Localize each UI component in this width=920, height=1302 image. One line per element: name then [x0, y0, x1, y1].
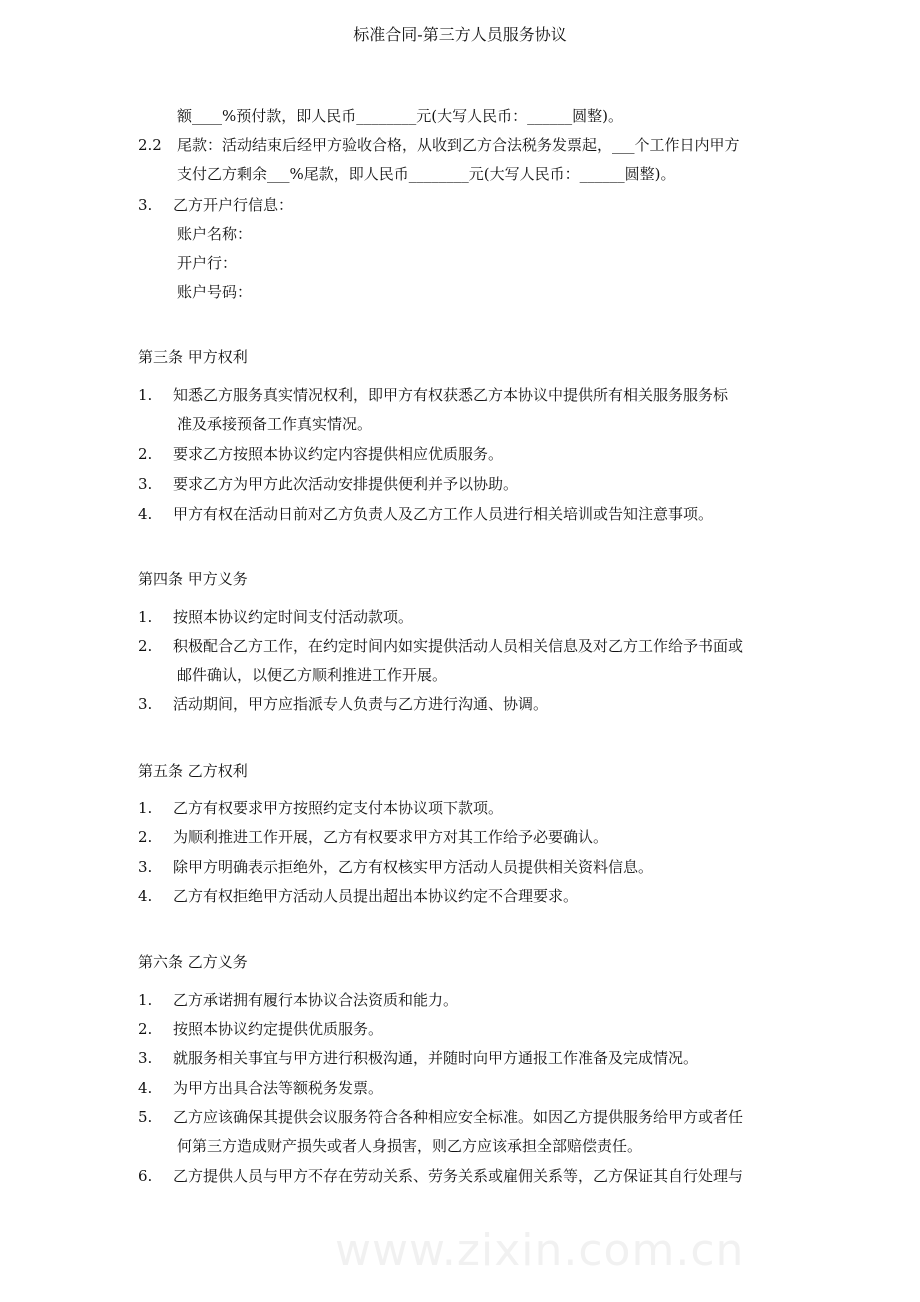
- section-heading: 第六条 乙方义务: [138, 953, 248, 971]
- list-item-continuation: 准及承接预备工作真实情况。: [177, 415, 373, 433]
- item-number: 1.: [138, 799, 153, 817]
- bank-name-label: 开户行：: [177, 254, 238, 272]
- list-item: 乙方有权拒绝甲方活动人员提出超出本协议约定不合理要求。: [173, 887, 579, 905]
- item-number: 2.: [138, 445, 153, 463]
- list-item: 乙方应该确保其提供会议服务符合各种相应安全标准。如因乙方提供服务给甲方或者任: [173, 1108, 744, 1126]
- section-heading: 第四条 甲方义务: [138, 570, 248, 588]
- account-name-label: 账户名称：: [177, 225, 253, 243]
- list-item: 为甲方出具合法等额税务发票。: [173, 1079, 384, 1097]
- account-number-label: 账户号码：: [177, 283, 253, 301]
- list-item: 积极配合乙方工作，在约定时间内如实提供活动人员相关信息及对乙方工作给予书面或: [173, 637, 744, 655]
- list-item: 活动期间，甲方应指派专人负责与乙方进行沟通、协调。: [173, 695, 549, 713]
- list-item: 甲方有权在活动日前对乙方负责人及乙方工作人员进行相关培训或告知注意事项。: [173, 505, 714, 523]
- clause-number: 2.2: [138, 136, 162, 154]
- clause-number: 3.: [138, 196, 153, 214]
- item-number: 1.: [138, 386, 153, 404]
- item-number: 4.: [138, 505, 153, 523]
- item-number: 4.: [138, 887, 153, 905]
- watermark: www.zixin.com.cn: [335, 1225, 745, 1276]
- item-number: 6.: [138, 1167, 153, 1185]
- list-item: 为顺利推进工作开展，乙方有权要求甲方对其工作给予必要确认。: [173, 828, 609, 846]
- list-item: 除甲方明确表示拒绝外，乙方有权核实甲方活动人员提供相关资料信息。: [173, 858, 654, 876]
- list-item: 要求乙方按照本协议约定内容提供相应优质服务。: [173, 445, 504, 463]
- page-title: 标准合同-第三方人员服务协议: [353, 25, 567, 44]
- list-item-continuation: 何第三方造成财产损失或者人身损害，则乙方应该承担全部赔偿责任。: [177, 1137, 643, 1155]
- item-number: 5.: [138, 1108, 153, 1126]
- list-item: 乙方有权要求甲方按照约定支付本协议项下款项。: [173, 799, 504, 817]
- final-payment-line: 尾款：活动结束后经甲方验收合格，从收到乙方合法税务发票起，___个工作日内甲方: [177, 136, 740, 154]
- item-number: 2.: [138, 637, 153, 655]
- item-number: 2.: [138, 1020, 153, 1038]
- list-item: 要求乙方为甲方此次活动安排提供便利并予以协助。: [173, 475, 519, 493]
- item-number: 1.: [138, 608, 153, 626]
- item-number: 3.: [138, 1049, 153, 1067]
- item-number: 2.: [138, 828, 153, 846]
- item-number: 1.: [138, 991, 153, 1009]
- final-payment-line-cont: 支付乙方剩余___%尾款，即人民币________元(大写人民币：______圆整)。: [177, 165, 676, 183]
- section-heading: 第三条 甲方权利: [138, 348, 248, 366]
- list-item: 按照本协议约定时间支付活动款项。: [173, 608, 414, 626]
- list-item: 乙方提供人员与甲方不存在劳动关系、劳务关系或雇佣关系等，乙方保证其自行处理与: [173, 1167, 744, 1185]
- list-item: 按照本协议约定提供优质服务。: [173, 1020, 384, 1038]
- item-number: 3.: [138, 475, 153, 493]
- item-number: 3.: [138, 695, 153, 713]
- prepayment-line: 额____%预付款，即人民币________元(大写人民币：______圆整)。: [177, 107, 623, 125]
- list-item: 就服务相关事宜与甲方进行积极沟通，并随时向甲方通报工作准备及完成情况。: [173, 1049, 699, 1067]
- item-number: 4.: [138, 1079, 153, 1097]
- list-item: 乙方承诺拥有履行本协议合法资质和能力。: [173, 991, 459, 1009]
- section-heading: 第五条 乙方权利: [138, 762, 248, 780]
- bank-info-label: 乙方开户行信息：: [173, 196, 294, 214]
- list-item: 知悉乙方服务真实情况权利，即甲方有权获悉乙方本协议中提供所有相关服务服务标: [173, 386, 729, 404]
- list-item-continuation: 邮件确认，以便乙方顺利推进工作开展。: [177, 666, 448, 684]
- item-number: 3.: [138, 858, 153, 876]
